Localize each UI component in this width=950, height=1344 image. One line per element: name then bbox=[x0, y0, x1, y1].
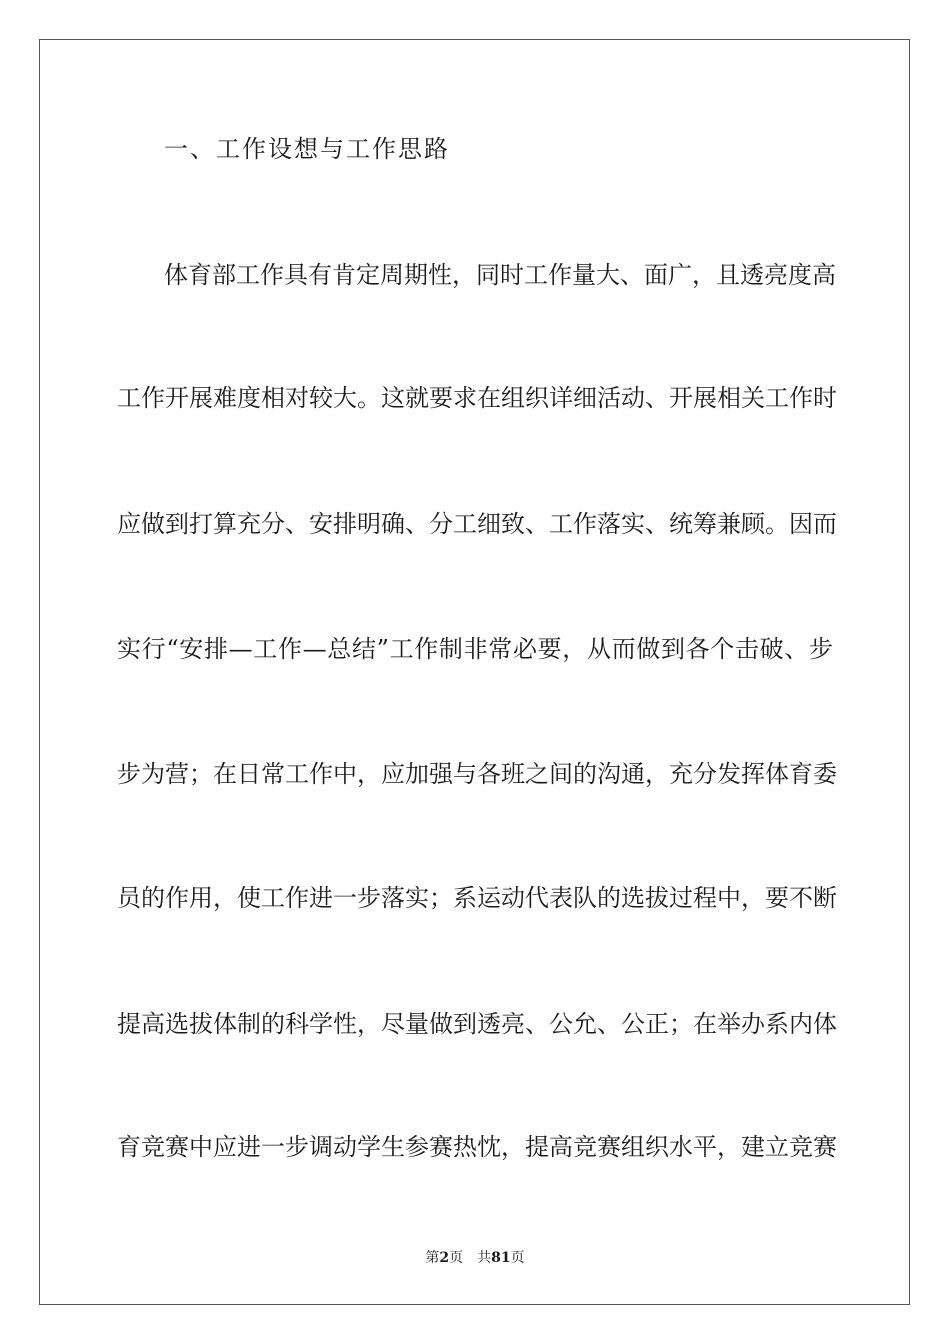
paragraph-line: 员的作用，使工作进一步落实；系运动代表队的选拔过程中，要不断 bbox=[117, 884, 837, 912]
paragraph-line: 应做到打算充分、安排明确、分工细致、工作落实、统筹兼顾。因而 bbox=[117, 510, 837, 538]
paragraph-line: 体育部工作具有肯定周期性，同时工作量大、面广，且透亮度高 bbox=[164, 261, 836, 289]
total-pages: 81 bbox=[491, 1250, 511, 1266]
paragraph-line: 实行“安排—工作—总结”工作制非常必要，从而做到各个击破、步 bbox=[117, 635, 833, 663]
page-border bbox=[39, 39, 910, 1305]
total-suffix: 页 bbox=[510, 1250, 525, 1266]
page-number: 2 bbox=[439, 1250, 450, 1266]
section-heading: 一、工作设想与工作思路 bbox=[164, 135, 450, 163]
paragraph-line: 工作开展难度相对较大。这就要求在组织详细活动、开展相关工作时 bbox=[117, 384, 837, 412]
paragraph-line: 提高选拔体制的科学性，尽量做到透亮、公允、公正；在举办系内体 bbox=[117, 1010, 837, 1038]
paragraph-line: 步为营；在日常工作中，应加强与各班之间的沟通，充分发挥体育委 bbox=[117, 760, 837, 788]
page-suffix: 页 bbox=[449, 1250, 464, 1266]
page-footer bbox=[0, 1248, 950, 1268]
page-prefix: 第 bbox=[425, 1250, 440, 1266]
paragraph-line: 育竞赛中应进一步调动学生参赛热忱，提高竞赛组织水平，建立竞赛 bbox=[117, 1133, 837, 1161]
total-prefix: 共 bbox=[477, 1250, 492, 1266]
